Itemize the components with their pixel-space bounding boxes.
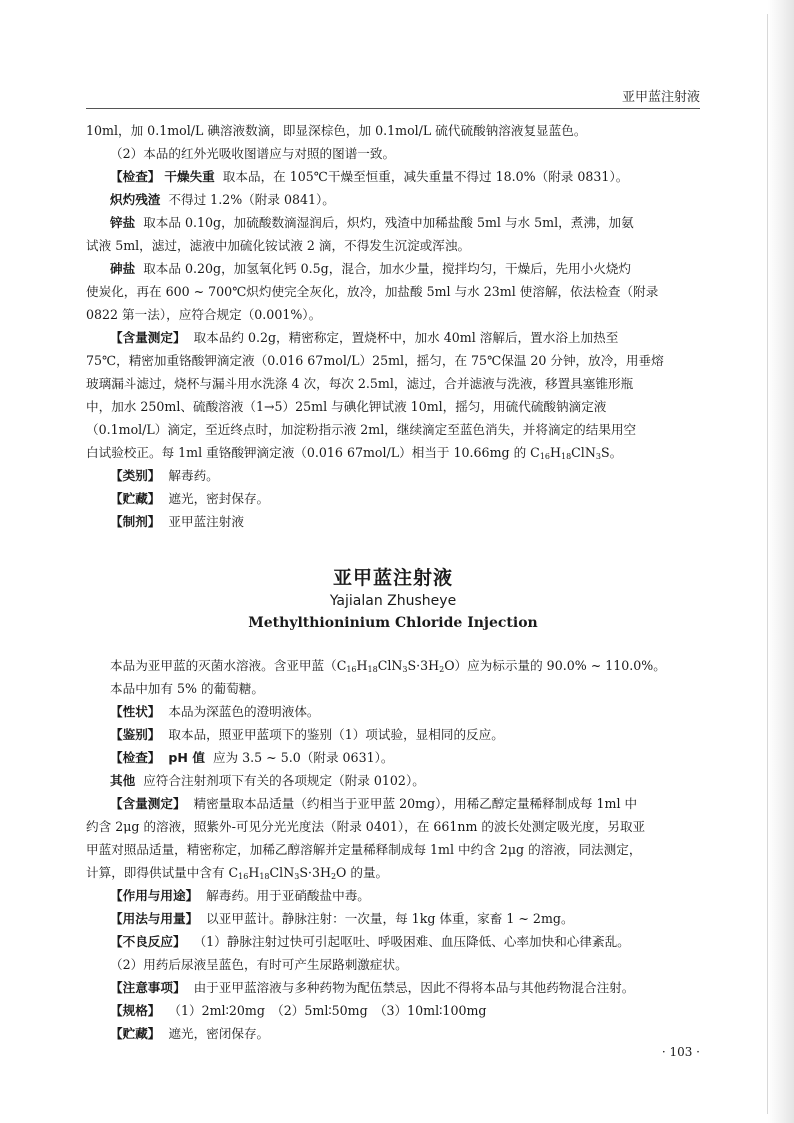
section-label-assay: 【含量测定】 (110, 330, 186, 345)
item-label-other: 其他 (110, 773, 136, 788)
adverse-text: （1）静脉注射过快可引起呕吐、呼吸困难、血压降低、心率加快和心律紊乱。 (193, 934, 630, 949)
assay-line (110, 793, 637, 815)
category-line (110, 465, 219, 487)
section-label-check: 【检查】 (110, 169, 161, 184)
section-label-storage: 【贮藏】 (110, 1026, 161, 1041)
item-text-residue: 不得过 1.2%（附录 0841）。 (168, 192, 335, 207)
zinc-line (110, 212, 634, 234)
text-line: 75℃，精密加重铬酸钾滴定液（0.016 67mol/L）25ml，摇匀，在 75℃保温 20 分钟，放冷，用垂熔 (86, 353, 664, 368)
precautions-line (110, 977, 634, 999)
header-rule (86, 108, 700, 109)
assay-line (110, 327, 618, 349)
section-label-precautions: 【注意事项】 (110, 980, 186, 995)
section-label-appearance: 【性状】 (110, 704, 161, 719)
text-line: 约含 2μg 的溶液，照紫外-可见分光光度法（附录 0401），在 661nm 的波长处测定吸光度，另取亚 (86, 819, 646, 834)
item-label-arsenic: 砷盐 (110, 261, 136, 276)
appearance-line (110, 701, 320, 723)
item-label-zinc: 锌盐 (110, 215, 136, 230)
adverse-line (110, 931, 630, 953)
section-label-adverse: 【不良反应】 (110, 934, 186, 949)
text-line: 10ml，加 0.1mol/L 碘溶液数滴，即显深棕色，加 0.1mol/L 硫代硫酸钠溶液复显蓝色。 (86, 123, 587, 138)
item-label-drying: 干燥失重 (164, 169, 215, 184)
residue-line (110, 189, 335, 211)
identification-text: 取本品，照亚甲蓝项下的鉴别（1）项试验，显相同的反应。 (168, 727, 504, 742)
arsenic-line (110, 258, 631, 280)
precautions-text: 由于亚甲蓝溶液与多种药物为配伍禁忌，因此不得将本品与其他药物混合注射。 (193, 980, 635, 995)
text-line: 中，加水 250ml、硫酸溶液（1→5）25ml 与碘化钾试液 10ml，摇匀，用硫代硫酸钠滴定液 (86, 399, 607, 414)
monograph-latin-name: Methylthioninium Chloride Injection (248, 615, 538, 631)
section-label-usage: 【作用与用途】 (110, 888, 199, 903)
section-label-identification: 【鉴别】 (110, 727, 161, 742)
text-line: 0822 第一法），应符合规定（0.001%）。 (86, 307, 322, 322)
dosage-line (110, 908, 574, 930)
text-line: 本品中加有 5% 的葡萄糖。 (110, 681, 264, 696)
section-label-category: 【类别】 (110, 468, 161, 483)
scan-edge-line (767, 14, 768, 1114)
item-text-zinc: 取本品 0.10g，加硫酸数滴湿润后，炽灼，残渣中加稀盐酸 5ml 与水 5ml，煮沸，加氨 (143, 215, 634, 230)
section-label-dosage: 【用法与用量】 (110, 911, 199, 926)
specification-line (110, 1000, 486, 1022)
assay-formula-line: 计算，即得供试量中含有 $C_{16}H_{18}ClN_3S\cdot 3H_2O$ 的量。 (86, 865, 389, 881)
usage-line (110, 885, 370, 907)
scan-edge-shadow (768, 0, 794, 1123)
other-line (110, 770, 425, 792)
category-text: 解毒药。 (168, 468, 219, 483)
appearance-text: 本品为深蓝色的澄明液体。 (168, 704, 320, 719)
item-text-drying: 取本品，在 105℃干燥至恒重，减失重量不得过 18.0%（附录 0831）。 (222, 169, 629, 184)
assay-text: 取本品约 0.2g，精密称定，置烧杯中，加水 40ml 溶解后，置水浴上加热至 (193, 330, 619, 345)
monograph-title: 亚甲蓝注射液 (332, 567, 453, 589)
item-label-residue: 炽灼残渣 (110, 192, 161, 207)
running-head: 亚甲蓝注射液 (621, 90, 700, 105)
item-text-arsenic: 取本品 0.20g，加氢氧化钙 0.5g，混合，加水少量，搅拌均匀，干燥后，先用小火烧灼 (143, 261, 631, 276)
item-label-ph: pH 值 (168, 750, 205, 765)
text-line: 使炭化，再在 600 ~ 700℃炽灼使完全灰化，放冷，加盐酸 5ml 与水 23ml 使溶解，依法检查（附录 (86, 284, 659, 299)
text-line: （0.1mol/L）滴定，至近终点时，加淀粉指示液 2ml，继续滴定至蓝色消失，并将滴定的结果用空 (86, 422, 637, 437)
storage-line (110, 488, 269, 510)
storage-text: 遮光，密封保存。 (168, 491, 270, 506)
monograph-pinyin: Yajialan Zhusheye (329, 593, 457, 609)
text-line: 试液 5ml，滤过，滤液中加硫化铵试液 2 滴，不得发生沉淀或浑浊。 (86, 238, 471, 253)
preparation-text: 亚甲蓝注射液 (168, 514, 244, 529)
ph-line (110, 747, 393, 769)
section-label-storage: 【贮藏】 (110, 491, 161, 506)
text-line: 玻璃漏斗滤过，烧杯与漏斗用水洗涤 4 次，每次 2.5ml，滤过，合并滤液与洗液，移置具塞锥形瓶 (86, 376, 634, 391)
specification-text: （1）2ml∶20mg （2）5ml∶50mg （3）10ml∶100mg (168, 1003, 487, 1018)
intro-line: 本品为亚甲蓝的灭菌水溶液。含亚甲蓝$(C_{16}H_{18}ClN_3S\cdot 3H_2O)$应为标示量的 90.0% ~ 110.0%。 (110, 658, 666, 674)
dosage-text: 以亚甲蓝计。静脉注射：一次量，每 1kg 体重，家畜 1 ~ 2mg。 (206, 911, 574, 926)
assay-formula-line: 白试验校正。每 1ml 重铬酸钾滴定液（0.016 67mol/L）相当于 10.66mg 的 $C_{16}H_{18}ClN_3S$。 (86, 445, 623, 461)
text-line: （2）用药后尿液呈蓝色，有时可产生尿路刺激症状。 (110, 957, 408, 972)
text-line: （2）本品的红外光吸收图谱应与对照的图谱一致。 (110, 146, 396, 161)
check-drying-line (110, 166, 628, 188)
usage-text: 解毒药。用于亚硝酸盐中毒。 (206, 888, 370, 903)
section-label-assay: 【含量测定】 (110, 796, 186, 811)
page-number: · 103 · (661, 1045, 700, 1059)
text-line: 甲蓝对照品适量，精密称定，加稀乙醇溶解并定量稀释制成每 1ml 中约含 2μg 的溶液，同法测定， (86, 842, 642, 857)
item-text-ph: 应为 3.5 ~ 5.0（附录 0631）。 (212, 750, 394, 765)
item-text-other: 应符合注射剂项下有关的各项规定（附录 0102）。 (143, 773, 425, 788)
section-label-specification: 【规格】 (110, 1003, 161, 1018)
section-label-check: 【检查】 (110, 750, 161, 765)
identification-line (110, 724, 504, 746)
preparation-line (110, 511, 244, 533)
storage-text: 遮光，密闭保存。 (168, 1026, 270, 1041)
assay-text: 精密量取本品适量（约相当于亚甲蓝 20mg），用稀乙醇定量稀释制成每 1ml 中 (193, 796, 638, 811)
storage-line (110, 1023, 269, 1045)
section-label-preparation: 【制剂】 (110, 514, 161, 529)
